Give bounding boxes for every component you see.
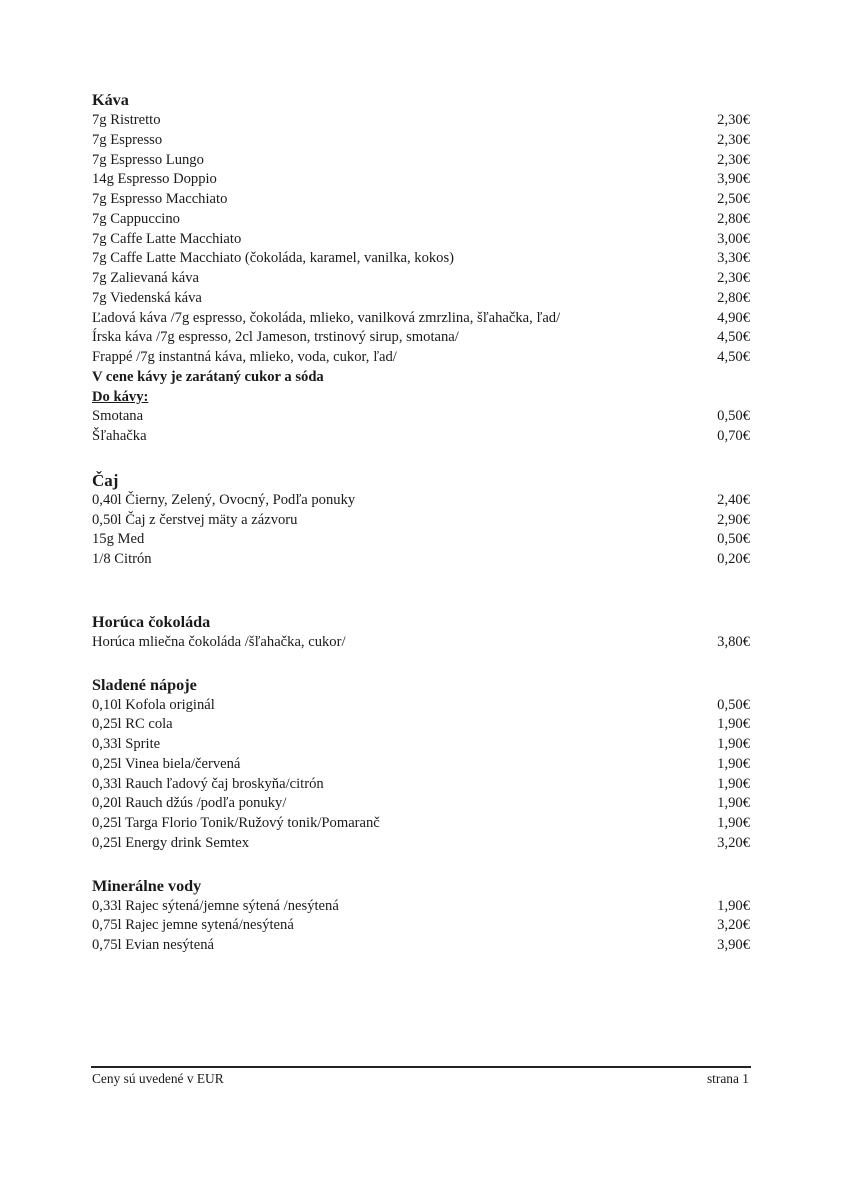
menu-item [92, 897, 750, 917]
section-heading-kava: Káva [92, 91, 129, 109]
kava-extras-heading: Do kávy: [92, 388, 149, 405]
menu-item-name: Frappé /7g instantná káva, mlieko, voda, cukor, ľad/ [92, 349, 397, 365]
menu-item [92, 170, 750, 190]
menu-item [92, 289, 750, 309]
menu-item-name: Ľadová káva /7g espresso, čokoláda, mlieko, vanilková zmrzlina, šľahačka, ľad/ [92, 309, 561, 326]
menu-item [92, 491, 750, 511]
menu-item-price: 2,40€ [717, 491, 750, 508]
menu-item [92, 511, 750, 531]
menu-item-price: 1,90€ [717, 775, 750, 792]
menu-item-price: 3,20€ [717, 917, 750, 934]
menu-page [92, 90, 750, 956]
menu-item [92, 550, 750, 570]
menu-item-name: 0,40l Čierny, Zelený, Ovocný, Podľa ponuky [92, 491, 356, 508]
menu-item-name: 0,25l Energy drink Semtex [92, 834, 249, 851]
menu-item-price: 0,50€ [717, 408, 750, 425]
menu-item-price: 1,90€ [717, 755, 750, 772]
menu-item [92, 131, 750, 151]
section-mineralne-list [92, 897, 750, 956]
section-heading-sladene: Sladené nápoje [92, 675, 197, 694]
menu-item-price: 3,30€ [717, 250, 750, 267]
menu-item-name: Horúca mliečna čokoláda /šľahačka, cukor/ [92, 633, 346, 650]
menu-item-price: 2,30€ [717, 270, 750, 286]
menu-item-price: 2,90€ [717, 511, 750, 528]
kava-note: V cene kávy je zarátaný cukor a sóda [92, 368, 324, 385]
menu-item [92, 328, 750, 348]
menu-item-name: 0,50l Čaj z čerstvej mäty a zázvoru [92, 511, 298, 528]
menu-item [92, 530, 750, 550]
menu-item-name: 0,75l Rajec jemne sytená/nesýtená [92, 917, 294, 934]
menu-item-name: 0,33l Rajec sýtená/jemne sýtená /nesýtená [92, 897, 339, 914]
menu-item-price: 3,80€ [717, 633, 750, 650]
menu-item-name: 15g Med [92, 531, 145, 548]
menu-item-price: 2,30€ [717, 131, 750, 148]
menu-item [92, 936, 750, 956]
spacer [92, 570, 750, 612]
menu-item-name: Smotana [92, 408, 144, 425]
menu-item-price: 2,50€ [717, 191, 750, 207]
menu-item-price: 1,90€ [717, 815, 750, 831]
menu-item [92, 775, 750, 795]
section-cokolada-list [92, 633, 750, 653]
menu-item-price: 3,90€ [717, 937, 750, 953]
menu-item-name: 0,75l Evian nesýtená [92, 937, 214, 953]
menu-item [92, 407, 750, 427]
menu-item [92, 348, 750, 368]
menu-item-name: 7g Espresso [92, 131, 163, 148]
menu-item [92, 151, 750, 171]
section-heading-mineralne: Minerálne vody [92, 876, 202, 895]
menu-item-name: 0,33l Sprite [92, 736, 161, 752]
spacer [92, 447, 750, 470]
menu-item-name: Írska káva /7g espresso, 2cl Jameson, trstinový sirup, smotana/ [92, 329, 459, 346]
menu-item [92, 814, 750, 834]
footer-divider [91, 1066, 751, 1068]
menu-item-name: 7g Espresso Lungo [92, 151, 204, 168]
menu-item [92, 427, 750, 447]
menu-item [92, 269, 750, 289]
menu-item-price: 3,20€ [717, 834, 750, 851]
menu-item-name: 7g Caffe Latte Macchiato [92, 230, 242, 247]
menu-item [92, 715, 750, 735]
footer-currency-note: Ceny sú uvedené v EUR [92, 1071, 224, 1086]
menu-item-price: 0,70€ [717, 428, 750, 444]
menu-item-name: 14g Espresso Doppio [92, 171, 217, 188]
menu-item-price: 1,90€ [717, 795, 750, 812]
menu-item-price: 4,90€ [717, 309, 750, 326]
menu-item-name: Šľahačka [92, 428, 147, 444]
menu-item [92, 633, 750, 653]
menu-item-price: 3,90€ [717, 171, 750, 188]
menu-item-price: 0,20€ [717, 551, 750, 567]
menu-item [92, 111, 750, 131]
menu-item-name: 7g Espresso Macchiato [92, 191, 228, 207]
menu-item-name: 0,25l Vinea biela/červená [92, 755, 241, 772]
menu-item [92, 755, 750, 775]
menu-item-name: 0,25l Targa Florio Tonik/Ružový tonik/Pomaranč [92, 815, 380, 831]
menu-item-name: 7g Zalievaná káva [92, 270, 199, 286]
menu-item-price: 2,80€ [717, 289, 750, 306]
menu-item [92, 834, 750, 854]
spacer [92, 854, 750, 876]
section-kava-list [92, 111, 750, 368]
menu-item-name: 1/8 Citrón [92, 551, 152, 567]
section-heading-cokolada: Horúca čokoláda [92, 612, 211, 631]
section-caj-list [92, 491, 750, 570]
menu-item-price: 0,50€ [717, 531, 750, 548]
footer-page-number: strana 1 [706, 1071, 749, 1086]
menu-item [92, 696, 750, 716]
menu-item-price: 1,90€ [717, 736, 750, 752]
menu-item-price: 0,50€ [717, 696, 750, 713]
menu-item-price: 2,80€ [717, 210, 750, 227]
section-sladene-list [92, 696, 750, 854]
menu-item-name: 0,33l Rauch ľadový čaj broskyňa/citrón [92, 775, 324, 792]
menu-item-name: 7g Ristretto [92, 112, 161, 128]
menu-item [92, 794, 750, 814]
menu-item [92, 230, 750, 250]
menu-item [92, 249, 750, 269]
menu-item [92, 735, 750, 755]
spacer [92, 653, 750, 675]
menu-item-name: 0,25l RC cola [92, 716, 173, 733]
menu-item-name: 7g Viedenská káva [92, 289, 202, 306]
menu-item-price: 3,00€ [717, 230, 750, 247]
menu-item-name: 0,10l Kofola originál [92, 696, 215, 713]
menu-item-name: 0,20l Rauch džús /podľa ponuky/ [92, 795, 287, 812]
menu-item-price: 2,30€ [717, 151, 750, 168]
menu-item-price: 4,50€ [717, 329, 750, 346]
page-footer [92, 1070, 749, 1088]
menu-item [92, 916, 750, 936]
menu-item-price: 2,30€ [717, 112, 750, 128]
menu-item-price: 1,90€ [717, 716, 750, 733]
section-heading-caj: Čaj [92, 470, 119, 490]
menu-item-price: 1,90€ [717, 897, 750, 914]
menu-item-price: 4,50€ [717, 349, 750, 365]
menu-item [92, 190, 750, 210]
section-kava-extras-list [92, 407, 750, 447]
menu-item-name: 7g Cappuccino [92, 210, 180, 227]
menu-item [92, 210, 750, 230]
menu-item [92, 309, 750, 329]
menu-item-name: 7g Caffe Latte Macchiato (čokoláda, karamel, vanilka, kokos) [92, 250, 455, 267]
